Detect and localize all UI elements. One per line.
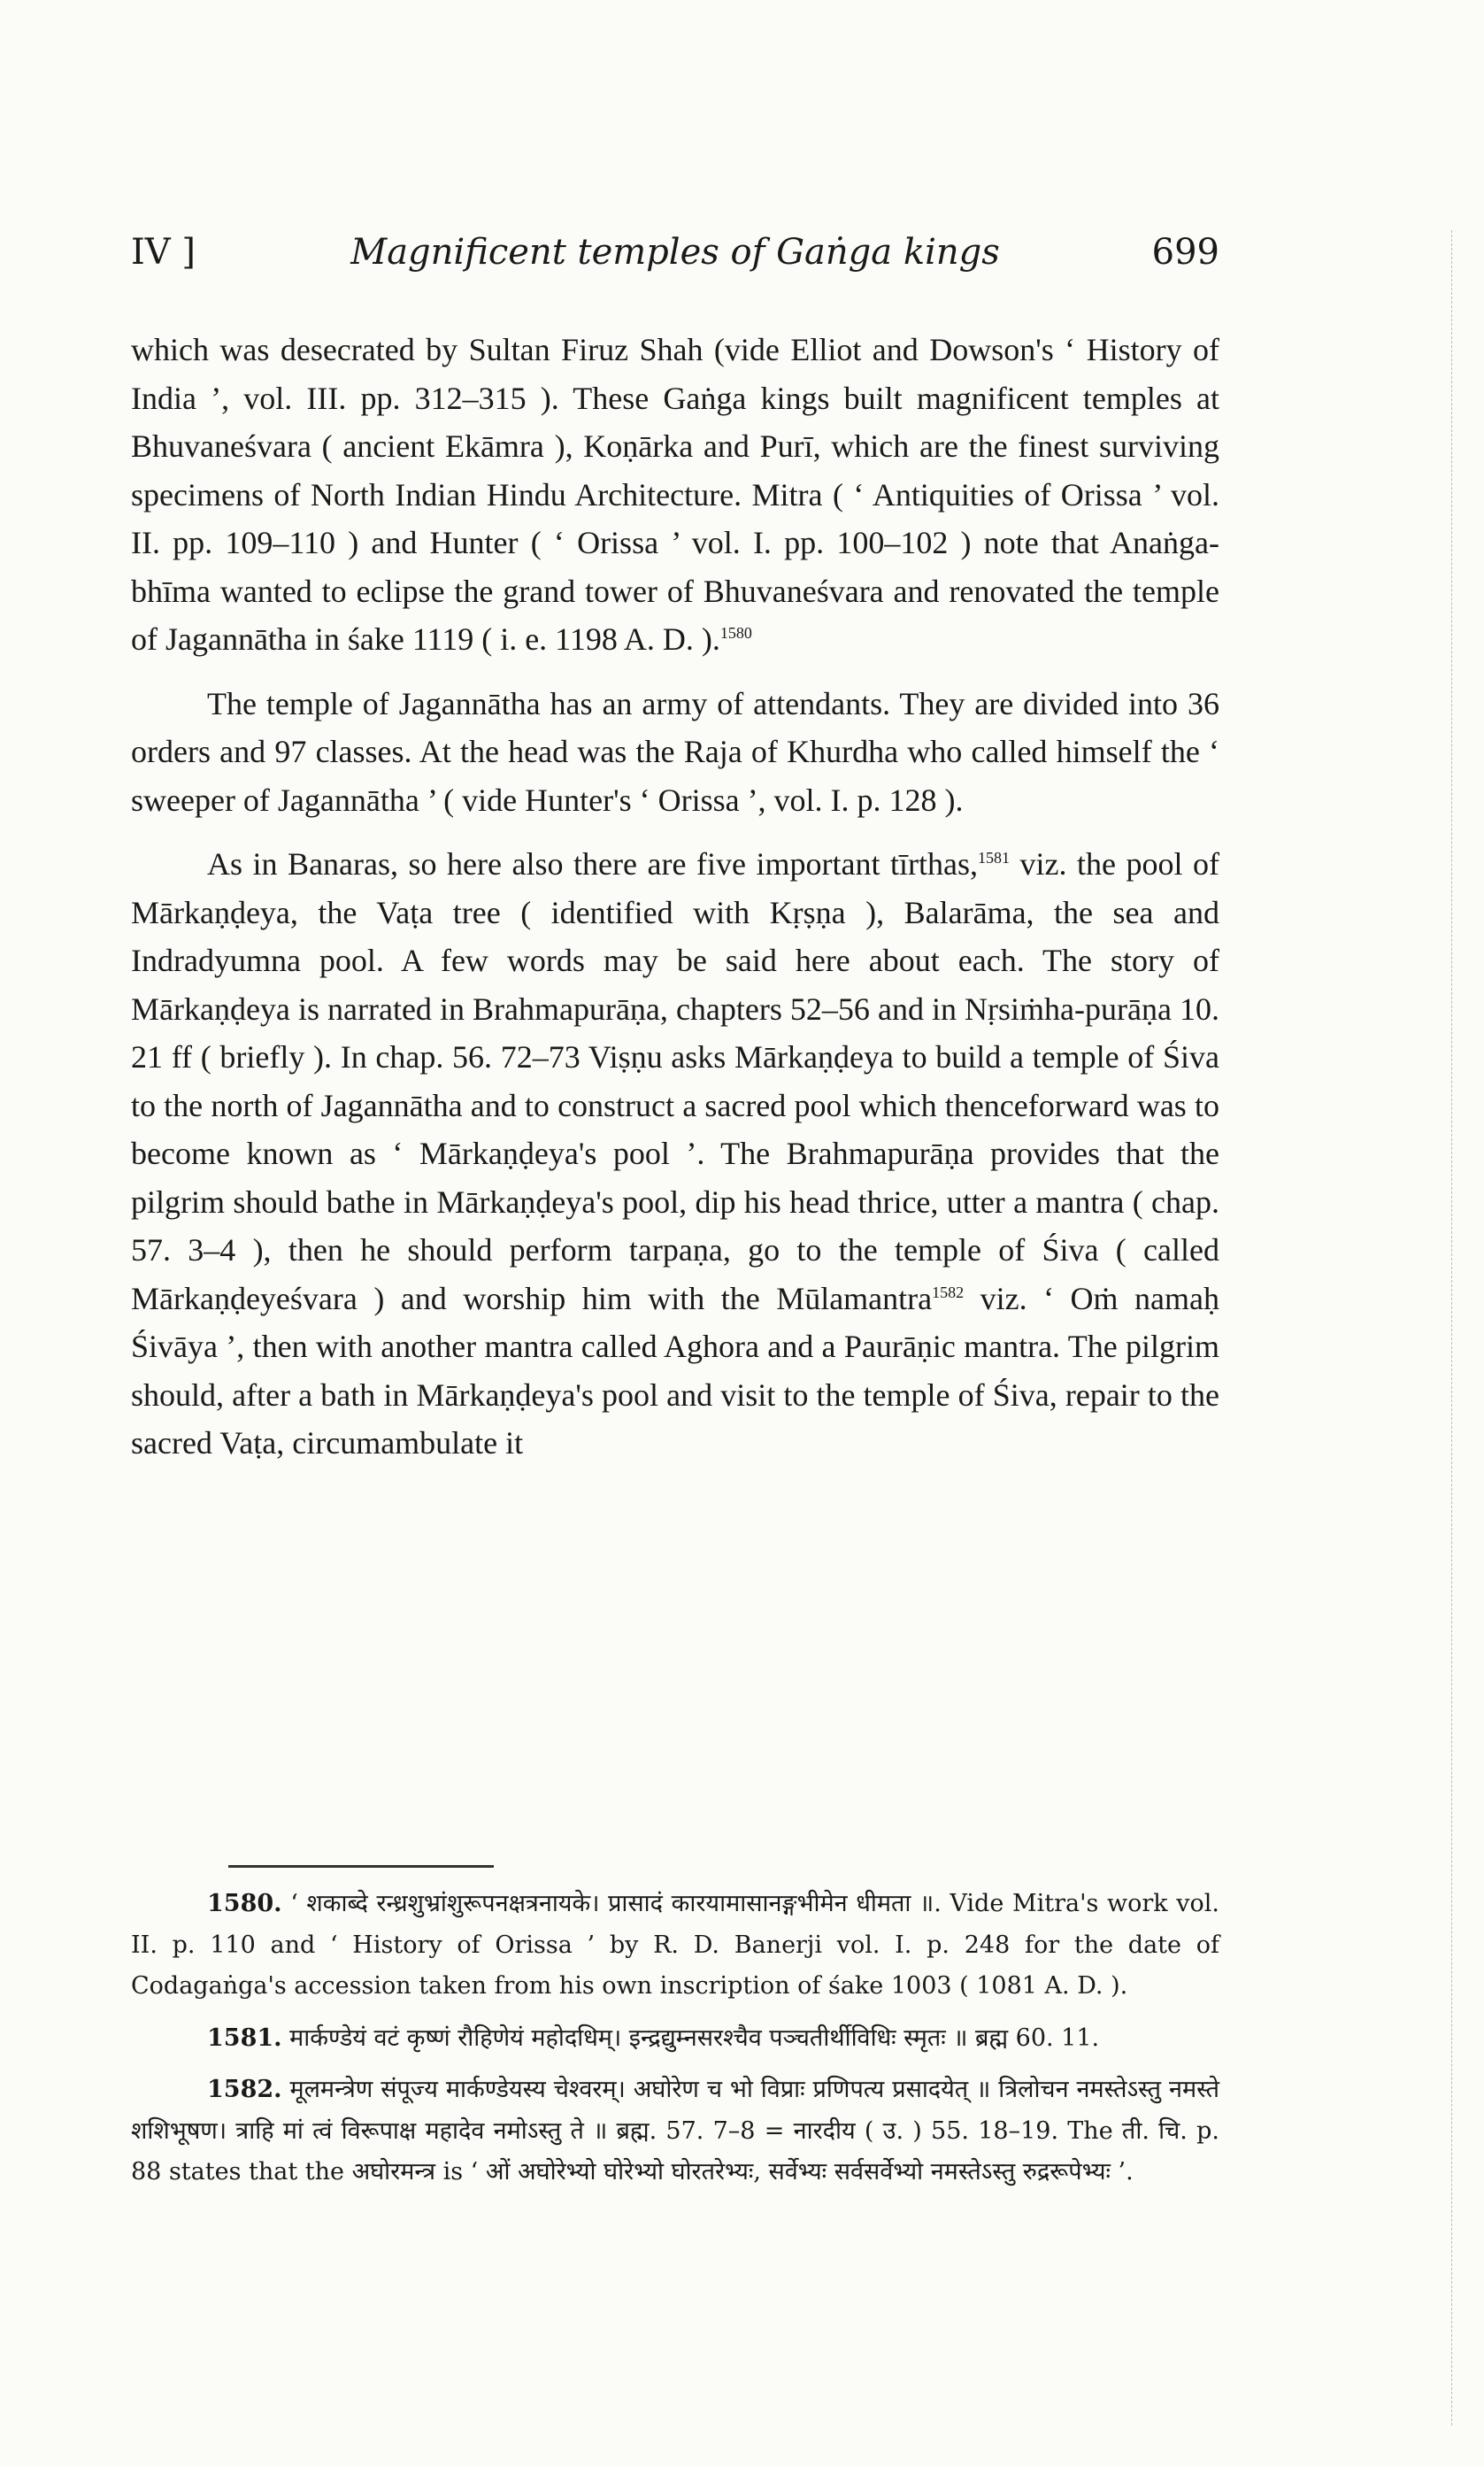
- paragraph-3: [131, 840, 1219, 1468]
- paragraph-1: [131, 326, 1219, 664]
- paragraph-3-part2: viz. the pool of Mārkaṇḍeya, the Vaṭa tree ( identified with Kṛṣṇa ), Balarāma, the sea and Indradyumna pool. A few words may be said here about each. The story of Mārkaṇḍeya is narrated in Brahmapurāṇa, chapters 52–56 and in Nṛsiṁha-purāṇa 10. 21 ff ( briefly ). In chap. 56. 72–73 Viṣṇu asks Mārkaṇḍeya to build a temple of Śiva to the north of Jagannātha and to construct a sacred pool which thenceforward was to become known as ‘ Mārkaṇḍeya's pool ’. The Brahmapurāṇa provides that the pilgrim should bathe in Mārkaṇḍeya's pool, dip his head thrice, utter a mantra ( chap. 57. 3–4 ), then he should perform tarpaṇa, go to the temple of Śiva ( called Mārkaṇḍeyeśvara ) and worship him with the Mūlamantra: [131, 846, 1219, 1316]
- footnote-number: 1582.: [207, 2076, 282, 2103]
- footnote-rule: [228, 1865, 494, 1868]
- footnote-text: ‘ शकाब्दे रन्ध्रशुभ्रांशुरूपनक्षत्रनायके। प्रासादं कारयामासानङ्गभीमेन धीमता ॥. Vide Mitra's work vol. II. p. 110 and ‘ History of Orissa ’ by R. D. Banerji vol. I. p. 248 for the date of Codagaṅga's accession taken from his own inscription of śake 1003 ( 1081 A. D. ).: [131, 1890, 1219, 2000]
- footnotes: [131, 1884, 1219, 2204]
- footnote-number: 1581.: [207, 2024, 282, 2052]
- running-title: Magnificent temples of Gaṅga kings: [350, 232, 1000, 273]
- scan-margin-line: [1451, 230, 1452, 2425]
- main-text: [131, 326, 1219, 1484]
- running-header: [131, 232, 1219, 285]
- paragraph-3-part3: viz. ‘ Oṁ namaḥ Śivāya ’, then with another mantra called Aghora and a Paurāṇic mantra. The pilgrim should, after a bath in Mārkaṇḍeya's pool and visit to the temple of Śiva, repair to the sacred Vaṭa, circumambulate it: [131, 1280, 1219, 1461]
- footnote-1581: [131, 2018, 1219, 2060]
- paragraph-3-part1: As in Banaras, so here also there are five important tīrthas,: [207, 846, 978, 882]
- footnote-ref-1580[interactable]: 1580: [719, 624, 752, 642]
- footnote-ref-1582[interactable]: 1582: [932, 1283, 965, 1301]
- section-marker: IV ]: [131, 232, 196, 273]
- footnote-text: मूलमन्त्रेण संपूज्य मार्कण्डेयस्य चेश्वरम्। अघोरेण च भो विप्राः प्रणिपत्य प्रसादयेत् ॥ त्रिलोचन नमस्तेऽस्तु नमस्ते शशिभूषण। त्राहि मां त्वं विरूपाक्ष महादेव नमोऽस्तु ते ॥ ब्रह्म. 57. 7–8 = नारदीय ( उ. ) 55. 18–19. The ती. चि. p. 88 states that the अघोरमन्त्र is ‘ ओं अघोरेभ्यो घोरेभ्यो घोरतरेभ्यः, सर्वेभ्यः सर्वसर्वेभ्यो नमस्तेऽस्तु रुद्ररूपेभ्यः ’.: [131, 2076, 1219, 2186]
- page-number: 699: [1151, 232, 1219, 273]
- footnote-text: मार्कण्डेयं वटं कृष्णं रौहिणेयं महोदधिम्। इन्द्रद्युम्नसरश्चैव पञ्चतीर्थीविधिः स्मृतः ॥ ब्रह्म 60. 11.: [289, 2024, 1100, 2052]
- paragraph-1-text: which was desecrated by Sultan Firuz Shah (vide Elliot and Dowson's ‘ History of India ’, vol. III. pp. 312–315 ). These Gaṅga kings built magnificent temples at Bhuvaneśvara ( ancient Ekāmra ), Koṇārka and Purī, which are the finest surviving specimens of North Indian Hindu Architecture. Mitra ( ‘ Antiquities of Orissa ’ vol. II. pp. 109–110 ) and Hunter ( ‘ Orissa ’ vol. I. pp. 100–102 ) note that Anaṅga-bhīma wanted to eclipse the grand tower of Bhuvaneśvara and renovated the temple of Jagannātha in śake 1119 ( i. e. 1198 A. D. ).: [131, 332, 1219, 657]
- footnote-number: 1580.: [207, 1890, 282, 1917]
- footnote-1580: [131, 1884, 1219, 2008]
- footnote-1582: [131, 2070, 1219, 2193]
- footnote-ref-1581[interactable]: 1581: [977, 849, 1010, 867]
- paragraph-2: [131, 680, 1219, 825]
- paragraph-2-text: The temple of Jagannātha has an army of attendants. They are divided into 36 orders and 97 classes. At the head was the Raja of Khurdha who called himself the ‘ sweeper of Jagannātha ’ ( vide Hunter's ‘ Orissa ’, vol. I. p. 128 ).: [131, 685, 1219, 818]
